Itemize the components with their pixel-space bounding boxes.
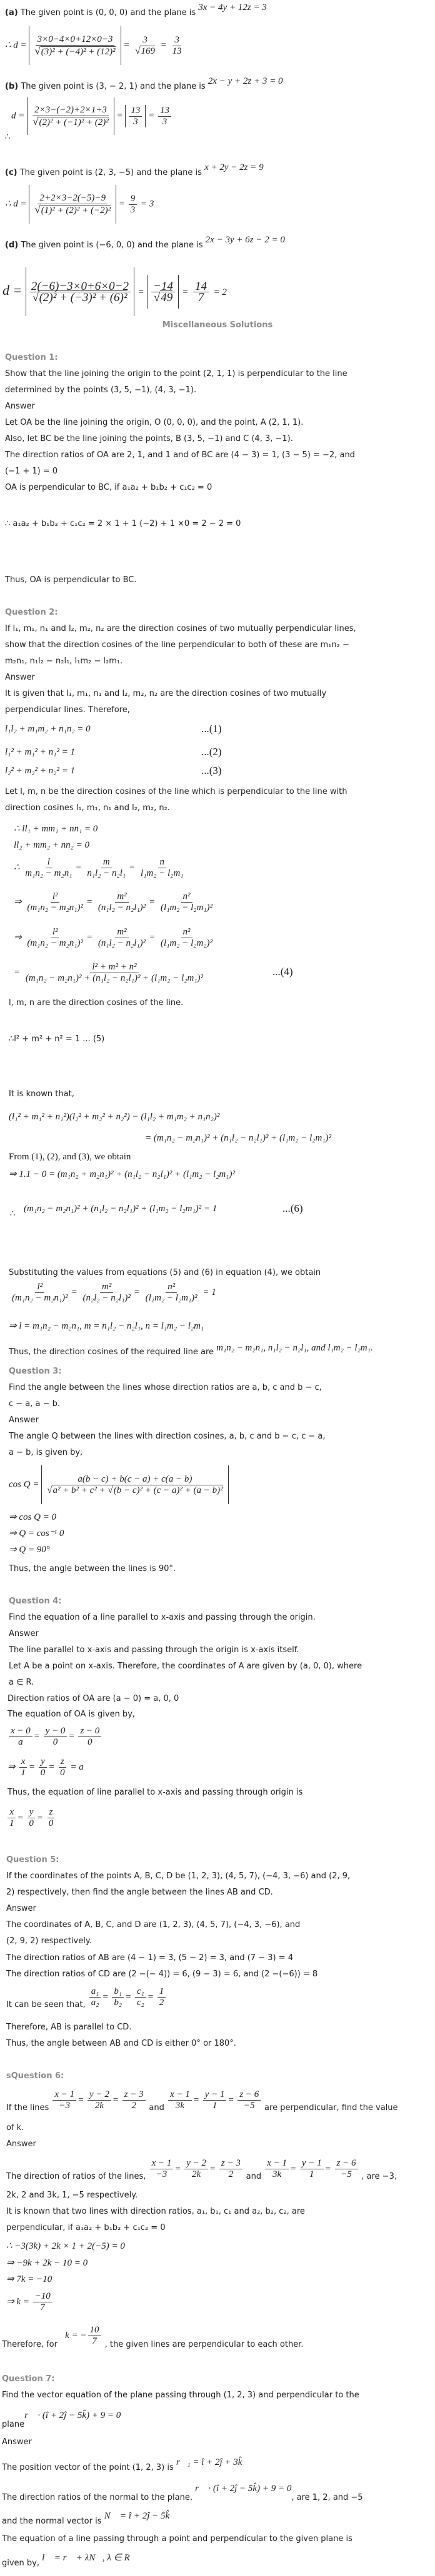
obtained-equation: ⇒ 1.1 − 0 = (m₁n₂ + m₂n₁)² + (n₁l₂ − n₂l₁)² + (l₁m₂ − l₂m₁)² [9, 1169, 235, 1179]
question-2-conclusion: Thus, the direction cosines of the required line are m₁n₂ − m₂n₁, n₁l₂ − n₂l₁, and l₁m₂ − l₂m₁. [9, 1343, 373, 1357]
cos-q-step: ⇒ Q = cos⁻¹ 0 [9, 1528, 64, 1538]
question-7-text: planer⃗ · (î + 2ĵ − 5k̂) + 9 = 0 [2, 2410, 121, 2429]
part-b-distance-formula: d = $\frac{2\times 3-(-2)+2\times 1+3}{\text{√(2)² + (−1)² + (2)²}}$ = $\frac{13}{3}$ = $\frac{13}{3}$ [11, 97, 172, 135]
ratio-equation: ∴ $\frac{l}{\text{m₁n₂ − m₂n₁}}$ = $\frac{m}{\text{n₁l₂ − n₂l₁}}$ = $\frac{n}{\text{l₁m₂ − l₂m₁}}$ [14, 857, 184, 878]
answer-line: a ∈ R. [9, 1678, 34, 1687]
question-7-heading: Question 7: [2, 2374, 55, 2384]
solution-equation: ⇒ l = m₁n₂ − m₂n₁, m = n₁l₂ − n₂l₁, n = l₁m₂ − l₂m₁ [9, 1321, 204, 1331]
line-equation-given-by: given by, l⃗ = r⃗ + λN⃗, λ ∈ R [2, 2553, 130, 2568]
part-c-distance-formula: ∴ d = $\frac{2+2\times 3-2(-5)-9}{\text{√(1)² + (2)² + (−2)²}}$ = $\frac{9}{3}$ = 3 [5, 185, 154, 224]
question-1-heading: Question 1: [5, 353, 58, 362]
question-5-heading: Question 5: [6, 1855, 59, 1865]
answer-line: Therefore, AB is parallel to CD. [6, 2023, 132, 2032]
question-1-conclusion: Thus, OA is perpendicular to BC. [5, 575, 137, 585]
plane-vector-equation: r⃗ · (î + 2ĵ − 5k̂) + 9 = 0 [24, 2410, 121, 2420]
answer-line: The equation of a line passing through a point and perpendicular to the given plane is [2, 2534, 352, 2544]
answer-label: Answer [6, 2139, 36, 2149]
squared-ratio-equation: ⇒ $\frac{\text{l²}}{\text{(m₁n₂ − m₂n₁)²}}$ = $\frac{\text{m²}}{\text{(n₁l₂ − n₂l₁)²}}$ = $\frac{\text{n²}}{\text{(l₁m₂ − l₂m₂)²}}$ [14, 927, 212, 948]
answer-line: It is given that l₁, m₁, n₁ and l₂, m₂, n₂ are the direction cosines of two mutually [5, 689, 327, 698]
answer-label: Answer [6, 1904, 36, 1913]
part-c-label: (c) [5, 168, 18, 177]
question-1-text: determined by the points (3, 5, −1), (4, 3, −1). [5, 385, 197, 395]
answer-line: perpendicular, if a₁a₂ + b₁b₂ + c₁c₂ = 0 [6, 2223, 166, 2232]
section-title: Miscellaneous Solutions [162, 320, 273, 330]
answer-line: The angle Q between the lines with direction cosines, a, b, c and b − c, c − a, [9, 1432, 326, 1441]
part-d-label: (d) [5, 240, 19, 250]
answer-line: (−1 + 1) = 0 [5, 467, 58, 476]
therefore-symbol: ∴ [5, 132, 11, 142]
part-c-plane-equation: x + 2y − 2z = 9 [204, 162, 264, 172]
question-5-conclusion: Thus, the angle between AB and CD is either 0° or 180°. [6, 2039, 236, 2048]
answer-line: The direction ratios of CD are (2 −(− 4)) = 6, (9 − 3) = 6, and (2 −(−6)) = 8 [6, 1969, 318, 1979]
answer-line: OA is perpendicular to BC, if a₁a₂ + b₁b₂ + c₁c₂ = 0 [5, 483, 212, 492]
cos-q-formula: cos Q = $\frac{a(b - c) + b(c - a) + c(a - b)}{\text{√a² + b² + c² + √(b − c)² + (c − a)² + (a − b)²}}$ [9, 1465, 229, 1504]
question-3-conclusion: Thus, the angle between the lines is 90°. [9, 1564, 176, 1573]
answer-line: direction cosines l₁, m₁, n₁ and l₂, m₂, n₂. [5, 803, 170, 813]
part-d-distance-formula: d = $\frac{2(-6)-3\times 0+6\times 0-2}{\text{√(2)² + (−3)² + (6)²}}$ = $\frac{-14}{√49}$ = $\frac{14}{7}$ = 2 [2, 267, 227, 316]
answer-line: Let OA be the line joining the origin, O (0, 0, 0), and the point, A (2, 1, 1). [5, 418, 304, 427]
answer-line: The line parallel to x-axis and passing through the origin is x-axis itself. [9, 1645, 299, 1655]
identity-rhs: = (m₁n₂ − m₂n₁)² + (n₁l₂ − n₂l₁)² + (l₁m₂ − l₂m₁)² [145, 1133, 332, 1143]
answer-line: Substituting the values from equations (5) and (6) in equation (4), we obtain [9, 1268, 321, 1277]
answer-label: Answer [9, 1629, 39, 1638]
question-3-text: Find the angle between the lines whose direction ratios are a, b, c and b − c, [9, 1383, 322, 1392]
question-2-text: If l₁, m₁, n₁ and l₂, m₂, n₂ are the direction cosines of two mutually perpendicular lines, [5, 624, 356, 633]
equation-1-number: ...(1) [201, 723, 222, 735]
answer-line: Let l, m, n be the direction cosines of the line which is perpendicular to the line with [5, 787, 348, 796]
equation-2-number: ...(2) [201, 746, 222, 758]
ratio-comparison: It can be seen that, $\frac{\text{a₁}}{\text{a₂}}$ = $\frac{\text{b₁}}{\text{b₂}}$ = $\frac{\text{c₁}}{\text{c₂}}$ = $\frac{1}{2}$ [6, 1986, 167, 2008]
answer-label: Answer [2, 2437, 32, 2447]
answer-line: 2k, 2 and 3k, 1, −5 respectively. [6, 2191, 138, 2200]
answer-line: The coordinates of A, B, C, and D are (1, 2, 3), (4, 5, 7), (−4, 3, −6), and [6, 1920, 301, 1930]
final-ratio-equation: $\frac{\text{l²}}{\text{(m₁n₂ − m₂n₁)²}}$ = $\frac{\text{m²}}{\text{(n₂l₂ − n₂l₁)²}}$ = $\frac{\text{n²}}{\text{(l₁m₂ − l₂m₁)²}}$ = 1 [12, 1282, 216, 1303]
perpendicular-condition-1: ∴ ll₁ + mm₁ + nn₁ = 0 [14, 824, 98, 834]
answer-line: Direction ratios of OA are (a − 0) = a, 0, 0 [8, 1694, 179, 1703]
x-axis-line-equation: $\frac{x}{1}$ = $\frac{y}{0}$ = $\frac{z}{0}$ [6, 1807, 56, 1829]
answer-label: Answer [5, 673, 35, 682]
question-5-text: If the coordinates of the points A, B, C, D be (1, 2, 3), (4, 5, 7), (−4, 3, −6) and (2, 9, [6, 1871, 351, 1881]
answer-line: The direction ratios of OA are 2, 1, and 1 and of BC are (4 − 3) = 1, (3 − 5) = −2, and [5, 450, 355, 460]
k-step: ∴ −3(3k) + 2k × 1 + 2(−5) = 0 [6, 2241, 125, 2251]
dot-product-calculation: ∴ a₁a₂ + b₁b₂ + c₁c₂ = 2 × 1 + 1 (−2) + 1 ×0 = 2 − 2 = 0 [5, 519, 241, 528]
answer-line: The direction ratios of AB are (4 − 1) = 3, (5 − 2) = 3, and (7 − 3) = 4 [6, 1953, 293, 1963]
question-5-text: 2) respectively, then find the angle between the lines AB and CD. [6, 1888, 273, 1897]
equation-4-number: ...(4) [272, 966, 293, 978]
question-2-text: m₂n₁, n₁l₂ − n₂l₁, l₁m₂ − l₂m₁. [5, 656, 123, 666]
therefore-symbol: ∴ [10, 1209, 16, 1219]
cos-q-step: ⇒ cos Q = 0 [9, 1512, 57, 1522]
answer-line: Let A be a point on x-axis. Therefore, the coordinates of A are given by (a, 0, 0), where [9, 1662, 362, 1671]
normal-vector-line: and the normal vector is N⃗ = î + 2ĵ − 5k̂ [2, 2511, 170, 2526]
normal-direction-line: The direction ratios of the normal to the plane, r⃗ · (î + 2ĵ − 5k̂) + 9 = 0, are 1, 2, and −5 [2, 2484, 363, 2502]
line-equation-simplified: ⇒ $\frac{x}{1}$ = $\frac{y}{0}$ = $\frac{z}{0}$ = a [8, 1756, 84, 1778]
part-b-plane-equation: 2x − y + 2z + 3 = 0 [208, 76, 283, 86]
answer-line: (2, 9, 2) respectively. [6, 1936, 92, 1946]
line-equation-oa: $\frac{x - 0}{a}$ = $\frac{y - 0}{0}$ = $\frac{z - 0}{0}$ [8, 1726, 102, 1748]
answer-line: a − b, is given by, [9, 1448, 83, 1457]
question-3-text: c − a, a − b. [9, 1399, 61, 1409]
answer-line: perpendicular lines. Therefore, [5, 705, 130, 715]
question-6-text: of k. [6, 2123, 24, 2133]
question-3-heading: Question 3: [9, 1367, 62, 1376]
part-b-statement: (b) The given point is (3, − 2, 1) and the plane is 2x − y + 2z + 3 = 0 [5, 76, 283, 91]
answer-label: Answer [9, 1415, 39, 1425]
part-a-plane-equation: 3x − 4y + 12z = 3 [198, 2, 267, 12]
question-2-heading: Question 2: [5, 608, 58, 617]
direction-ratios-line: The direction of ratios of the lines, $\frac{x - 1}{-3}$ = $\frac{y - 2}{2k}$ = $\frac{z - 3}{2}$ and $\frac{x - 1}{3k}$ = $\frac{y - 1}{1}$ = $\frac{z - 6}{-5}$ , are −3, [6, 2158, 397, 2181]
cos-q-step: ⇒ Q = 90° [9, 1545, 50, 1555]
equation-2: l₁² + m₁² + n₁² = 1 [5, 747, 76, 757]
part-a-statement: (a) The given point is (0, 0, 0) and the plane is 3x − 4y + 12z = 3 [5, 2, 267, 17]
question-6-text: If the lines $\frac{x - 1}{-3}$ = $\frac{y - 2}{2k}$ = $\frac{z - 3}{2}$ and $\frac{x - 1}{3k}$ = $\frac{y - 1}{1}$ = $\frac{z - 6}{-5}$ are perpendicular, find the value [6, 2089, 398, 2113]
question-4-heading: Question 4: [9, 1597, 62, 1606]
answer-line: It is known that two lines with direction ratios, a₁, b₁, c₁ and a₂, b₂, c₂, are [6, 2207, 305, 2216]
equation-1: l₁l₂ + m₁m₂ + n₁n₂ = 0 [5, 724, 91, 734]
equation-6-number: ...(6) [282, 1202, 303, 1214]
question-7-text: Find the vector equation of the plane passing through (1, 2, 3) and perpendicular to the [2, 2390, 359, 2400]
question-4-conclusion: Thus, the equation of line parallel to x-axis and passing through origin is [8, 1788, 303, 1797]
equation-5: ∴l² + m² + n² = 1 ... (5) [9, 1034, 105, 1044]
k-step: ⇒ 7k = −10 [6, 2274, 52, 2284]
part-d-statement: (d) The given point is (−6, 0, 0) and the plane is 2x − 3y + 6z − 2 = 0 [5, 235, 285, 250]
squared-ratio-equation: ⇒ $\frac{\text{l²}}{\text{(m₁n₂ − m₂n₁)²}}$ = $\frac{\text{m²}}{\text{(n₁l₂ − n₂l₁)²}}$ = $\frac{\text{n²}}{\text{(l₁m₂ − l₂m₁)²}}$ [14, 891, 212, 913]
equation-3: l₂² + m₂² + n₂² = 1 [5, 766, 76, 776]
answer-line: It is known that, [9, 1089, 74, 1099]
part-b-label: (b) [5, 82, 19, 91]
answer-line: The equation of OA is given by, [8, 1710, 136, 1719]
equation-3-number: ...(3) [201, 765, 222, 776]
from-equations: From (1), (2), and (3), we obtain [9, 1152, 131, 1162]
answer-label: Answer [5, 402, 35, 411]
answer-line: Also, let BC be the line joining the points, B (3, 5, −1) and C (4, 3, −1). [5, 434, 293, 443]
perpendicular-condition-2: ll₂ + mm₂ + nn₂ = 0 [14, 840, 90, 850]
k-step: ⇒ −9k + 2k − 10 = 0 [6, 2258, 88, 2268]
question-6-conclusion: Therefore, for k = − $\frac{10}{7}$ , the given lines are perpendicular to each other. [2, 2325, 304, 2349]
identity-lhs: (l₁² + m₁² + n₁²)(l₂² + m₂² + n₂²) − (l₁l₂ + m₁m₂ + n₁n₂)² [9, 1112, 220, 1122]
part-c-statement: (c) The given point is (2, 3, −5) and the plane is x + 2y − 2z = 9 [5, 162, 264, 177]
position-vector-line: The position vector of the point (1, 2, 3) is r⃗₁ = î + 2ĵ + 3k̂ [2, 2457, 242, 2472]
part-a-label: (a) [5, 8, 18, 17]
question-2-text: show that the direction cosines of the line perpendicular to both of these are m₁n₂ − [5, 640, 349, 650]
k-value: ⇒ k = $\frac{-10}{7}$ [6, 2291, 54, 2313]
answer-line: l, m, n are the direction cosines of the line. [9, 998, 184, 1008]
question-1-text: Show that the line joining the origin to the point (2, 1, 1) is perpendicular to the line [5, 369, 348, 379]
part-d-plane-equation: 2x − 3y + 6z − 2 = 0 [205, 235, 285, 245]
sum-ratio-equation: = $\frac{\text{l² + m² + n²}}{\text{(m₁n₂ − m₂n₁)² + (n₁l₂ − n₂l₁)² + (l₁m₂ − l₂m₁)²}}$ [14, 962, 204, 983]
part-a-distance-formula: ∴ d = $\frac{3\times 0-4\times 0+12\times 0-3}{\text{√(3)² + (−4)² + (12)²}}$ = $\frac{3}{√169}$ = $\frac{3}{13}$ [5, 26, 185, 65]
equation-6: (m₁n₂ − m₂n₁)² + (n₁l₂ − n₂l₁)² + (l₁m₂ − l₂m₁)² = 1 [24, 1204, 218, 1214]
question-6-heading: sQuestion 6: [6, 2071, 64, 2081]
question-4-text: Find the equation of a line parallel to x-axis and passing through the origin. [9, 1613, 316, 1622]
